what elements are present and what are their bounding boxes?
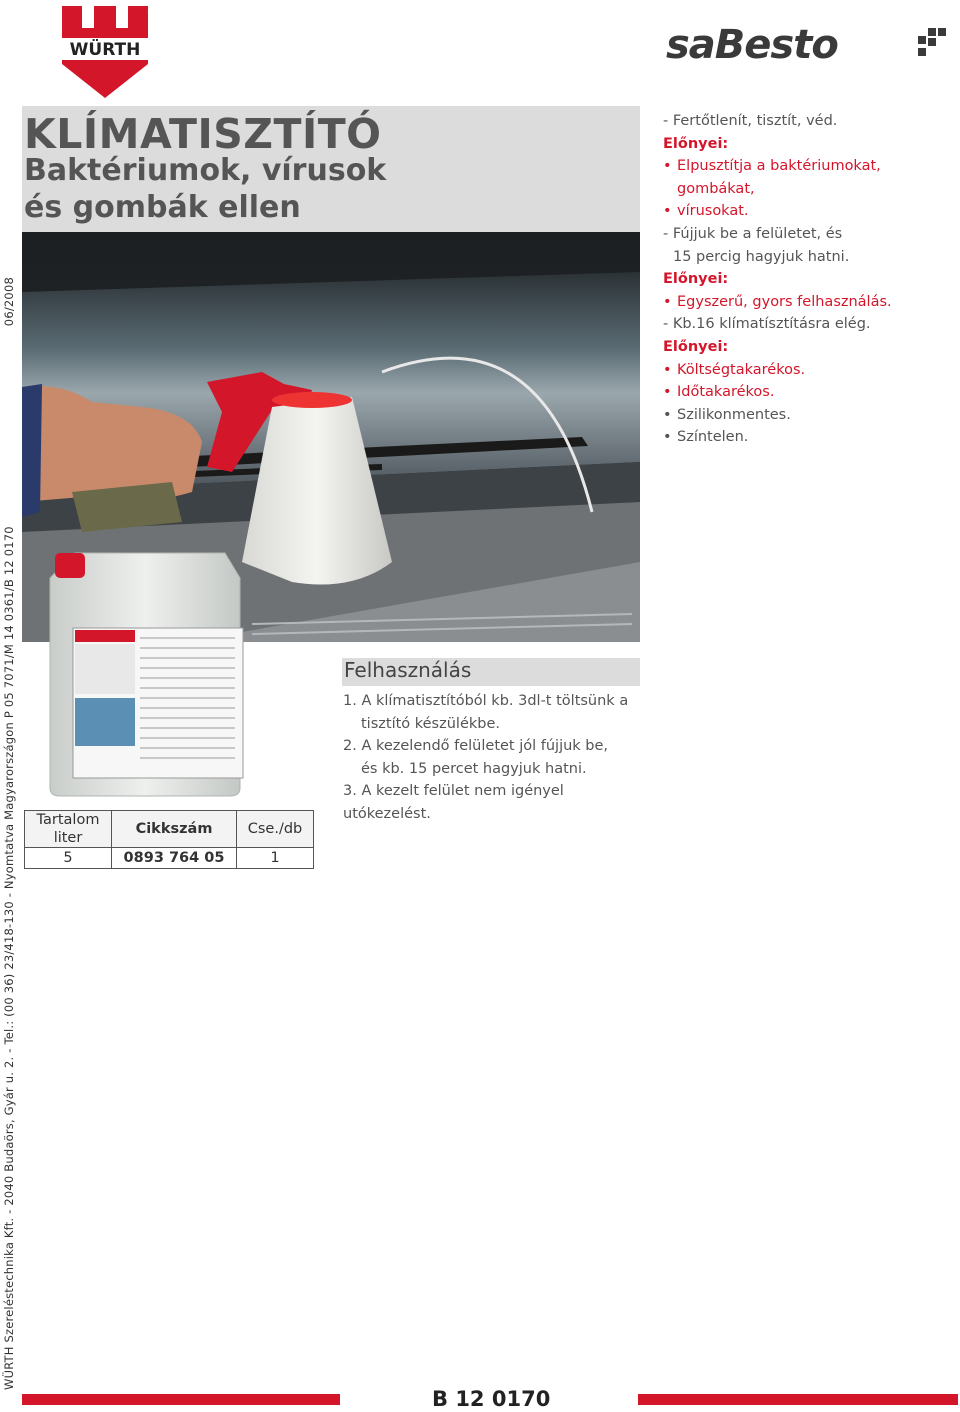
usage-step-cont: tisztító készülékbe.: [361, 715, 500, 732]
product-subtitle-line1: Baktériumok, vírusok: [24, 153, 387, 188]
footer-bar-left: [22, 1394, 340, 1405]
advantages-label: Előnyei:: [663, 271, 729, 288]
footer-bar-right: [638, 1394, 958, 1405]
usage-steps: [343, 690, 643, 826]
header-content-line1: Tartalom: [36, 812, 100, 828]
advantage-item: • Költségtakarékos.: [663, 359, 953, 382]
advantage-item-cont-text: vírusokat.: [677, 203, 749, 220]
imprint-text: WÜRTH Szereléstechnika Kft. - 2040 Budaörs, Gyár u. 2. - Tel.: (00 36) 23/418-130 - Nyomtatva Magyarországon P 05 7071/M 14 0361/B 12 0170: [2, 526, 16, 1390]
wurth-logo: [62, 6, 148, 98]
sabesto-logo: [666, 22, 958, 66]
feature-line: - Fertőtlenít, tisztít, véd.: [663, 113, 838, 129]
cell-content: 5: [25, 848, 112, 869]
product-title: KLÍMATISZTÍTÓ: [24, 110, 382, 158]
feature-line: - Fújjuk be a felületet, és: [663, 225, 843, 242]
property-item: • Színtelen.: [663, 426, 953, 449]
advantage-item-cont: [663, 200, 953, 223]
usage-step: 2. A kezelendő felületet jól fújjuk be,: [343, 738, 609, 755]
usage-step-cont: és kb. 15 percet hagyjuk hatni.: [361, 760, 587, 777]
side-imprint: [2, 277, 16, 1390]
table-row: [25, 848, 314, 869]
feature-line: - Kb.16 klímatísztításra elég.: [663, 316, 871, 333]
cell-pack: 1: [237, 848, 314, 869]
svg-text:saBesto: saBesto: [666, 22, 838, 66]
advantage-item: • Egyszerű, gyors felhasználás.: [663, 291, 953, 314]
product-subtitle-line2: és gombák ellen: [24, 190, 301, 225]
feature-line-cont: 15 percig hagyjuk hatni.: [673, 248, 850, 265]
footer-page-code: B 12 0170: [432, 1387, 551, 1411]
usage-step: 1. A klímatisztítóból kb. 3dl-t töltsünk a: [343, 693, 629, 709]
usage-title: Felhasználás: [344, 658, 472, 682]
header-article: Cikkszám: [112, 811, 237, 848]
header-pack: Cse./db: [237, 811, 314, 848]
header-content-line2: liter: [53, 830, 83, 846]
product-table: [24, 810, 314, 869]
cell-article: 0893 764 05: [112, 848, 237, 869]
advantages-label: Előnyei:: [663, 338, 729, 355]
table-header-row: [25, 811, 314, 848]
advantages-label: Előnyei:: [663, 135, 729, 152]
advantage-item: • Elpusztítja a baktériumokat, gombákat,: [663, 155, 953, 200]
usage-step: 3. A kezelt felület nem igényel utókezelést.: [343, 783, 564, 822]
property-item: • Szilikonmentes.: [663, 404, 953, 427]
product-canister-image: [45, 548, 245, 798]
svg-text:WÜRTH: WÜRTH: [69, 40, 141, 60]
advantage-item: • Időtakarékos.: [663, 381, 953, 404]
header-content: [25, 811, 112, 848]
print-date: 06/2008: [2, 277, 16, 327]
feature-list: [663, 110, 953, 449]
